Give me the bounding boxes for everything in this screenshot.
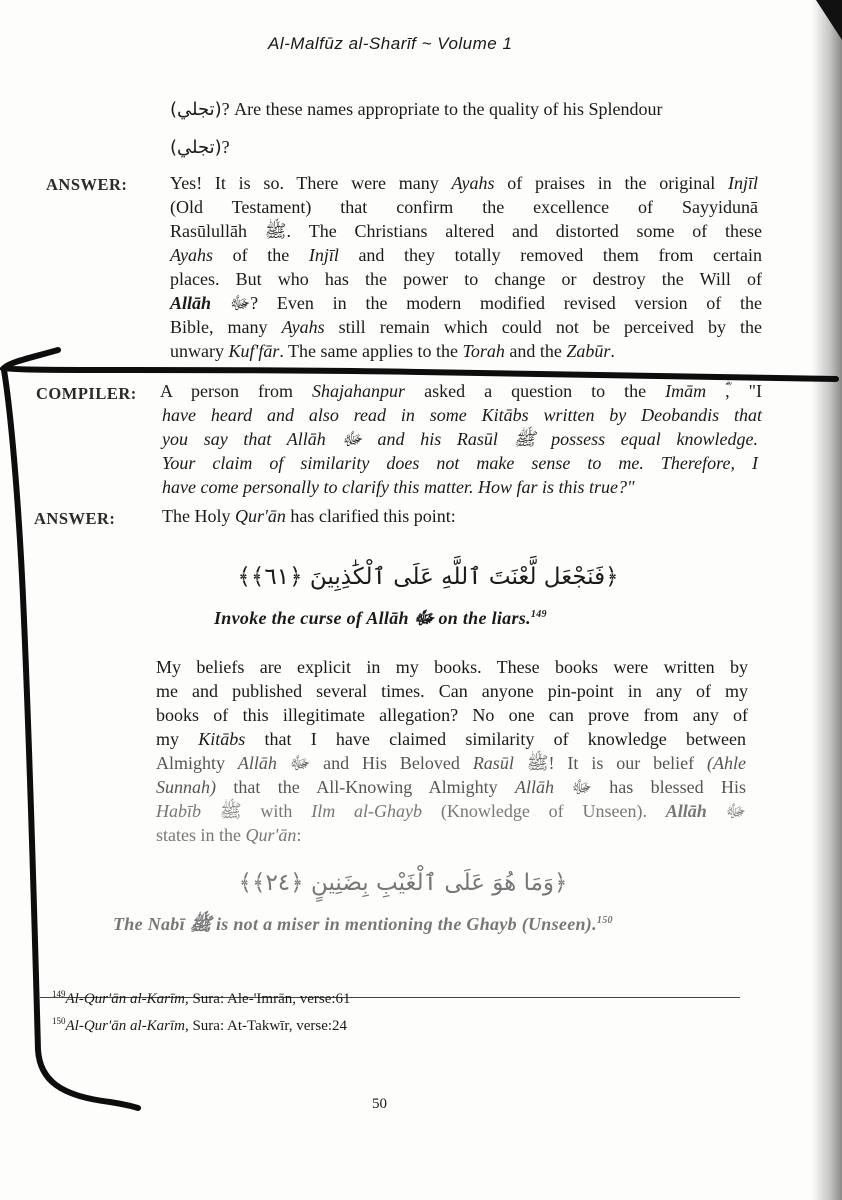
running-head: Al-Malfūz al-Sharīf ~ Volume 1 bbox=[268, 34, 513, 53]
question-line-1: (تجلي)? Are these names appropriate to the quality of his Splendour bbox=[170, 99, 663, 120]
verse-2-translation: The Nabī ﷺ is not a miser in mentioning the Ghayb (Unseen).$^{150}$ bbox=[113, 914, 613, 934]
document-page: Al-Malfūz al-Sharīf ~ Volume 1 (تجلي)? Are these names appropriate to the quality of his Splendour (تجلي)? ANSWER: Yes! It is so. There were many Ayahs of praises in the original Injīl (Old Testament) that confirm the excellence of Sayyidunā Rasūlullāh ﷺ. The Christians altered and distorted some of these Ayahs of the Injīl and they totally removed them from certain places. But who has the power to change or destroy the Will of Allāh ﷻ? Even in the modern modified revised version of the Bible, many Ayahs still remain which could not be perceived by the unwary Kuf'fār. The same applies to the Torah and the Zabūr. COMPILER: A person from Shajahanpur asked a question to the Imām ؓ, "I have heard and also read in some Kitābs written by Deobandis that you say that Allāh ﷻ and his Rasūl ﷺ possess equal knowledge. Your claim of similarity does not make sense to me. Therefore, I have come personally to clarify this matter. How far is this true?" ANSWER: The Holy Qur'ān has clarified this point: ﴿فَنَجْعَل لَّعْنَتَ ٱللَّهِ عَلَى ٱلْكَٰذِبِينَ ﴿٦١﴾﴾ Invoke the curse of Allāh ﷻ on the liars.$^{149}$ My beliefs are explicit in my books. These books were written by me and published several times. Can anyone pin-point in any of my books of this illegitimate allegation? No one can prove from any of my Kitābs that I have claimed similarity of knowledge between Almighty Allāh ﷻ and His Beloved Rasūl ﷺ! It is our belief (Ahle Sunnah) that the All-Knowing Almighty Allāh ﷻ has blessed His Habīb ﷺ with Ilm al-Ghayb (Knowledge of Unseen). Allāh ﷻ states in the Qur'ān: ﴿وَمَا هُوَ عَلَى ٱلْغَيْبِ بِضَنِينٍ ﴿٢٤﴾﴾ The Nabī ﷺ is not a miser in mentioning the Ghayb (Unseen).$^{150}$ $^{149}$Al-Qur'ān al-Karīm, Sura: Ale-'Imrān, verse:61 $^{150}$Al-Qur'ān al-Karīm, Sura: At-Takwīr, verse:24 50 bbox=[0, 0, 842, 1200]
arabic-word: (تجلي) bbox=[170, 99, 222, 120]
verse-1-arabic: ﴿فَنَجْعَل لَّعْنَتَ ٱللَّهِ عَلَى ٱلْكَٰذِبِينَ ﴿٦١﴾﴾ bbox=[237, 564, 619, 590]
arabic-word-2: (تجلي) bbox=[170, 137, 222, 158]
answer-label-1: ANSWER: bbox=[46, 175, 128, 194]
compiler-label: COMPILER: bbox=[36, 384, 137, 403]
footnote-150: $^{150}$Al-Qur'ān al-Karīm, Sura: At-Takwīr, verse:24 bbox=[52, 1016, 348, 1034]
verse-2-arabic: ﴿وَمَا هُوَ عَلَى ٱلْغَيْبِ بِضَنِينٍ ﴿٢٤﴾﴾ bbox=[238, 870, 568, 896]
question-line-2: (تجلي)? bbox=[170, 137, 230, 158]
page-number: 50 bbox=[372, 1096, 387, 1112]
footnote-149: $^{149}$Al-Qur'ān al-Karīm, Sura: Ale-'Imrān, verse:61 bbox=[52, 989, 351, 1007]
answer-label-2: ANSWER: bbox=[34, 509, 116, 528]
answer-2-intro: The Holy Qur'ān has clarified this point: bbox=[162, 506, 456, 526]
verse-1-translation: Invoke the curse of Allāh ﷻ on the liars.$^{149}$ bbox=[214, 608, 547, 628]
